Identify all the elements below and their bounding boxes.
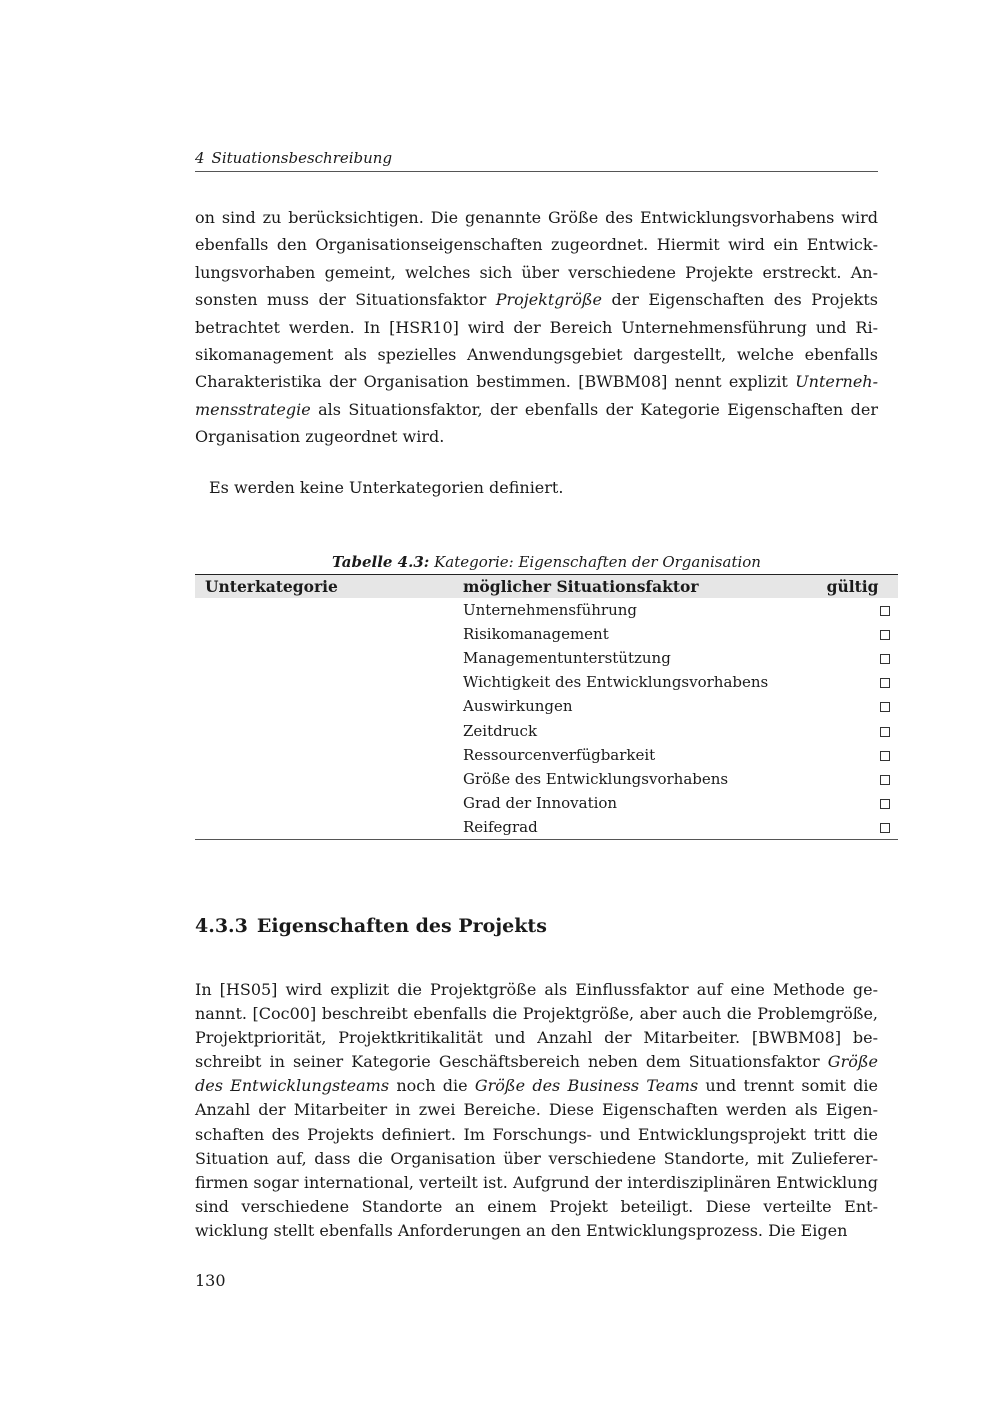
table-caption bbox=[195, 552, 898, 572]
emphasis-term: Projektgröße bbox=[495, 290, 602, 310]
checkbox-icon bbox=[880, 823, 890, 833]
text-run: als Situationsfaktor, der ebenfalls der Kategorie Eigenschaften der Organisation zugeordnet wird. bbox=[195, 399, 878, 447]
table-row bbox=[195, 743, 898, 767]
checkbox-icon bbox=[880, 678, 890, 688]
situation-factor-cell: Ressourcenverfügbarkeit bbox=[463, 745, 656, 764]
table-caption-label: Tabelle 4.3: bbox=[332, 553, 430, 571]
paragraph-organisation bbox=[195, 204, 878, 451]
checkbox-icon bbox=[880, 702, 890, 712]
situation-factor-cell: Wichtigkeit des Entwicklungsvorhabens bbox=[463, 673, 769, 692]
emphasis-term: Größe des Business Teams bbox=[474, 1076, 699, 1096]
checkbox-icon bbox=[880, 775, 890, 785]
valid-cell bbox=[827, 622, 898, 646]
subcategory-cell bbox=[195, 791, 463, 815]
table-row bbox=[195, 718, 898, 742]
subcategory-cell bbox=[195, 767, 463, 791]
checkbox-icon bbox=[880, 606, 890, 616]
chapter-title: Situationsbeschreibung bbox=[211, 149, 393, 167]
subcategory-cell bbox=[195, 694, 463, 718]
subcategory-cell bbox=[195, 815, 463, 840]
valid-cell bbox=[827, 670, 898, 694]
table-row bbox=[195, 767, 898, 791]
checkbox-icon bbox=[880, 727, 890, 737]
situation-factor-cell: Größe des Entwicklungsvorhabens bbox=[463, 769, 729, 788]
subcategory-cell bbox=[195, 646, 463, 670]
valid-cell bbox=[827, 743, 898, 767]
situation-factor-cell: Auswirkungen bbox=[463, 697, 573, 716]
subcategory-cell bbox=[195, 670, 463, 694]
table-row bbox=[195, 694, 898, 718]
subcategory-cell bbox=[195, 743, 463, 767]
valid-cell bbox=[827, 718, 898, 742]
text-run: In [HS05] wird explizit die Projektgröße als Einflussfaktor auf eine Methode genannt. [Coc00] beschreibt ebenfalls die Projektgröße, aber auch die Problemgröße, Projektpriorität, Projektkritikalität und Anzahl der Mitarbeiter. [BWBM08] beschreibt in seiner Kategorie Geschäftsbereich neben dem Situationsfaktor bbox=[195, 980, 878, 1072]
paragraph-projekt bbox=[195, 978, 878, 1243]
header-situationsfaktor: möglicher Situationsfaktor bbox=[463, 575, 827, 599]
situation-factor-cell: Zeitdruck bbox=[463, 721, 538, 740]
section-number: 4.3.3 bbox=[195, 915, 248, 937]
valid-cell bbox=[827, 815, 898, 840]
table-row bbox=[195, 598, 898, 622]
page-number: 130 bbox=[195, 1271, 226, 1290]
valid-cell bbox=[827, 646, 898, 670]
text-run: on sind zu berücksichtigen. Die genannte Größe des Entwicklungsvorhabens wird ebenfalls den Organisationseigenschaften zugeordnet. Hiermit wird ein Entwicklungsvorhaben gemeint, welches sich über verschiedene Projekte erstreckt. Ansonsten muss der Situationsfaktor bbox=[195, 208, 878, 310]
table-row bbox=[195, 670, 898, 694]
valid-cell bbox=[827, 598, 898, 622]
section-title: Eigenschaften des Projekts bbox=[256, 915, 547, 937]
situation-factor-cell: Unternehmensführung bbox=[463, 601, 638, 620]
situation-factor-cell: Grad der Innovation bbox=[463, 793, 618, 812]
valid-cell bbox=[827, 694, 898, 718]
valid-cell bbox=[827, 791, 898, 815]
emphasis-term: Größe des Entwicklungsteams bbox=[195, 1052, 878, 1096]
text-run: noch die bbox=[389, 1076, 475, 1096]
checkbox-icon bbox=[880, 799, 890, 809]
emphasis-term: Unternehmensstrategie bbox=[195, 372, 878, 419]
table-row bbox=[195, 622, 898, 646]
organisation-factors-table bbox=[195, 574, 898, 840]
subcategory-cell bbox=[195, 622, 463, 646]
subcategory-cell bbox=[195, 718, 463, 742]
header-unterkategorie: Unterkategorie bbox=[195, 575, 463, 599]
situation-factor-cell: Managementunterstützung bbox=[463, 649, 671, 668]
table-row bbox=[195, 815, 898, 840]
text-run: der Eigenschaften des Projekts betrachtet werden. In [HSR10] wird der Bereich Unternehmensführung und Risikomanagement als spezielles Anwendungsgebiet dargestellt, welche ebenfalls Charakteristika der Organisation bestimmen. [BWBM08] nennt explizit bbox=[195, 290, 878, 392]
running-header bbox=[195, 148, 878, 172]
checkbox-icon bbox=[880, 654, 890, 664]
table-header-row bbox=[195, 575, 898, 599]
checkbox-icon bbox=[880, 630, 890, 640]
situation-factor-cell: Risikomanagement bbox=[463, 625, 609, 644]
paragraph-subcategories: Es werden keine Unterkategorien definiert. bbox=[209, 478, 564, 497]
table-row bbox=[195, 646, 898, 670]
valid-cell bbox=[827, 767, 898, 791]
table-caption-text: Kategorie: Eigenschaften der Organisation bbox=[434, 553, 761, 571]
subcategory-cell bbox=[195, 598, 463, 622]
text-run: und trennt somit die Anzahl der Mitarbeiter in zwei Bereiche. Diese Eigenschaften werden als Eigenschaften des Projekts definiert. Im Forschungs- und Entwicklungsprojekt tritt die Situation auf, dass die Organisation über verschiedene Standorte, mit Zuliefererfirmen sogar international, verteilt ist. Aufgrund der interdisziplinären Entwicklung sind verschiedene Standorte an einem Projekt beteiligt. Diese verteilte Entwicklung stellt ebenfalls Anforderungen an den Entwicklungsprozess. Die Eigen bbox=[195, 1076, 879, 1240]
table-row bbox=[195, 791, 898, 815]
situation-factor-cell: Reifegrad bbox=[463, 817, 538, 836]
header-gueltig: gültig bbox=[827, 575, 898, 599]
section-heading bbox=[195, 912, 547, 940]
chapter-number: 4 bbox=[195, 149, 205, 167]
checkbox-icon bbox=[880, 751, 890, 761]
